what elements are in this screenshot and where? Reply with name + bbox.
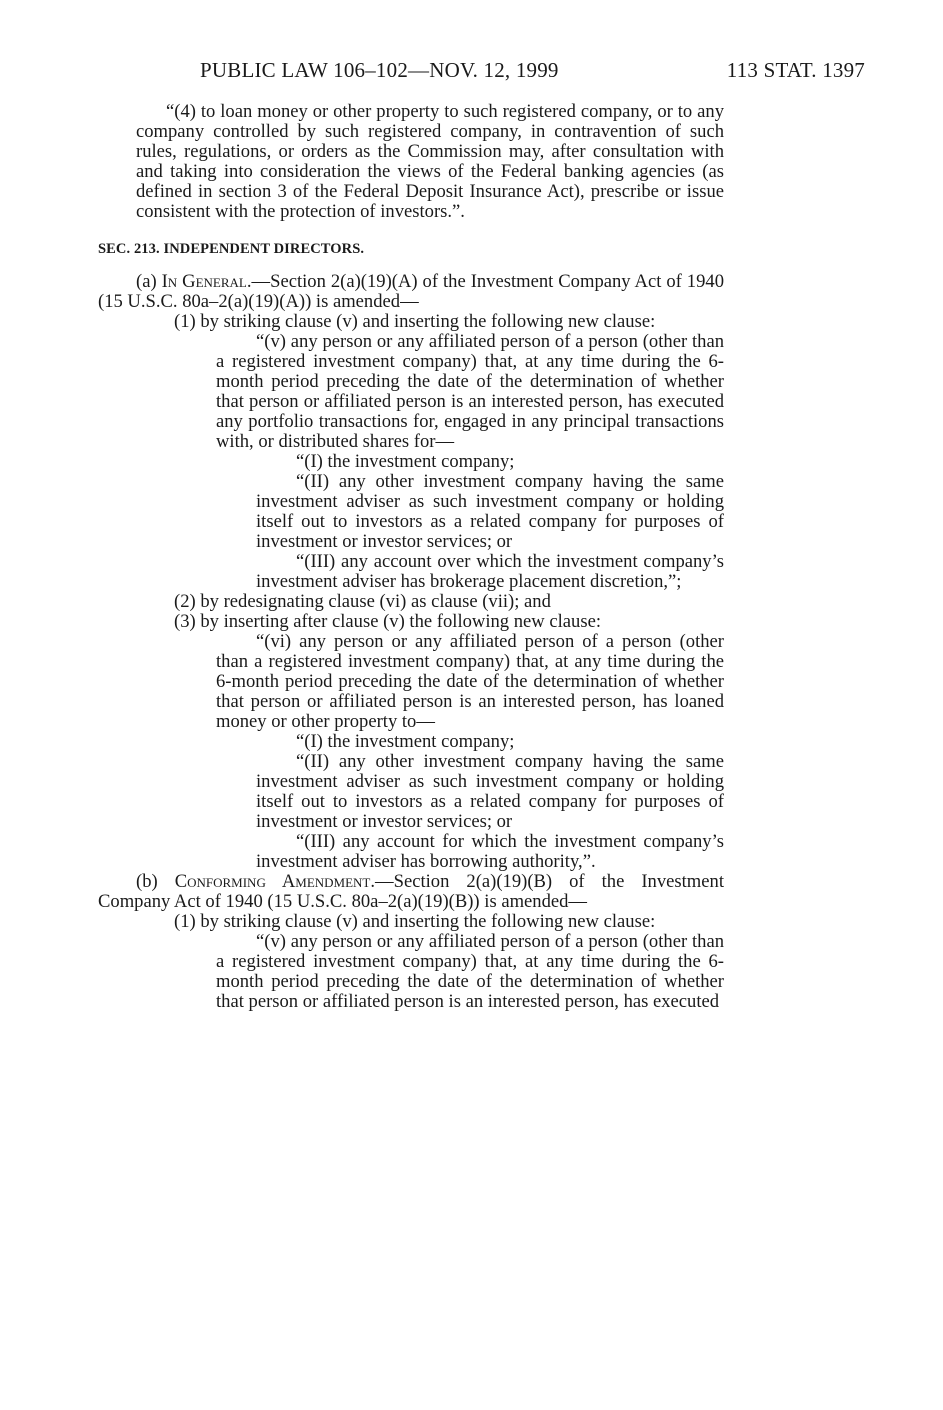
document-body	[98, 102, 724, 1012]
subclause-vi-I: “(I) the investment company;	[296, 731, 515, 752]
subsection-a-item-3: (3) by inserting after clause (v) the following new clause:	[174, 611, 601, 632]
subclause-III: “(III) any account over which the investment company’s investment adviser has brokerage placement discretion,”;	[256, 551, 724, 592]
subsection-b-item-1: (1) by striking clause (v) and inserting the following new clause:	[174, 911, 656, 932]
subsection-b-text: —Section 2(a)(19)(B) of the Investment Company Act of 1940 (15 U.S.C. 80a–2(a)(19)(B)) is amended—	[98, 871, 724, 912]
subsection-a-heading: In General.	[161, 271, 252, 292]
subclause-II: “(II) any other investment company having the same investment adviser as such investment company or holding itself out to investors as a related company for purposes of investment or investor services; or	[256, 471, 724, 552]
subclause-vi-II: “(II) any other investment company having the same investment adviser as such investment company or holding itself out to investors as a related company for purposes of investment or investor services; or	[256, 751, 724, 832]
subsection-a-item-1: (1) by striking clause (v) and inserting the following new clause:	[174, 311, 656, 332]
subsection-b-heading: Conforming Amendment.	[174, 871, 376, 892]
subsection-b	[98, 872, 724, 912]
subclause-vi-III: “(III) any account for which the investment company’s investment adviser has borrowing authority,”.	[256, 831, 724, 872]
running-header	[200, 58, 865, 84]
clause-b-v: “(v) any person or any affiliated person of a person (other than a registered investment company) that, at any time during the 6-month period preceding the date of the determination of whether that person or affiliated person is an interested person, has executed	[216, 931, 724, 1012]
header-citation: PUBLIC LAW 106–102—NOV. 12, 1999	[200, 58, 559, 82]
clause-vi: “(vi) any person or any affiliated person of a person (other than a registered investment company) that, at any time during the 6-month period preceding the date of the determination of whether that person or affiliated person is an interested person, has loaned money or other property to—	[216, 631, 724, 732]
subsection-a-item-2: (2) by redesignating clause (vi) as clause (vii); and	[174, 591, 551, 612]
subsection-a-label: (a)	[136, 271, 162, 292]
subclause-I: “(I) the investment company;	[296, 451, 515, 472]
subsection-b-label: (b)	[136, 871, 175, 892]
section-heading: SEC. 213. INDEPENDENT DIRECTORS.	[98, 241, 365, 257]
header-page-number: 113 STAT. 1397	[726, 58, 865, 82]
paragraph-4-continuation: “(4) to loan money or other property to such registered company, or to any company controlled by such registered company, in contravention of such rules, regulations, or orders as the Commission may, after consultation with and taking into consideration the views of the Federal banking agencies (as defined in section 3 of the Federal Deposit Insurance Act), prescribe or issue consistent with the protection of investors.”.	[136, 101, 724, 222]
subsection-a	[98, 272, 724, 312]
clause-v: “(v) any person or any affiliated person of a person (other than a registered investment company) that, at any time during the 6-month period preceding the date of the determination of whether that person or affiliated person is an interested person, has executed any portfolio transactions for, engaged in any principal transactions with, or distributed shares for—	[216, 331, 724, 452]
subsection-a-text: —Section 2(a)(19)(A) of the Investment Company Act of 1940 (15 U.S.C. 80a–2(a)(19)(A)) is amended—	[98, 271, 724, 312]
